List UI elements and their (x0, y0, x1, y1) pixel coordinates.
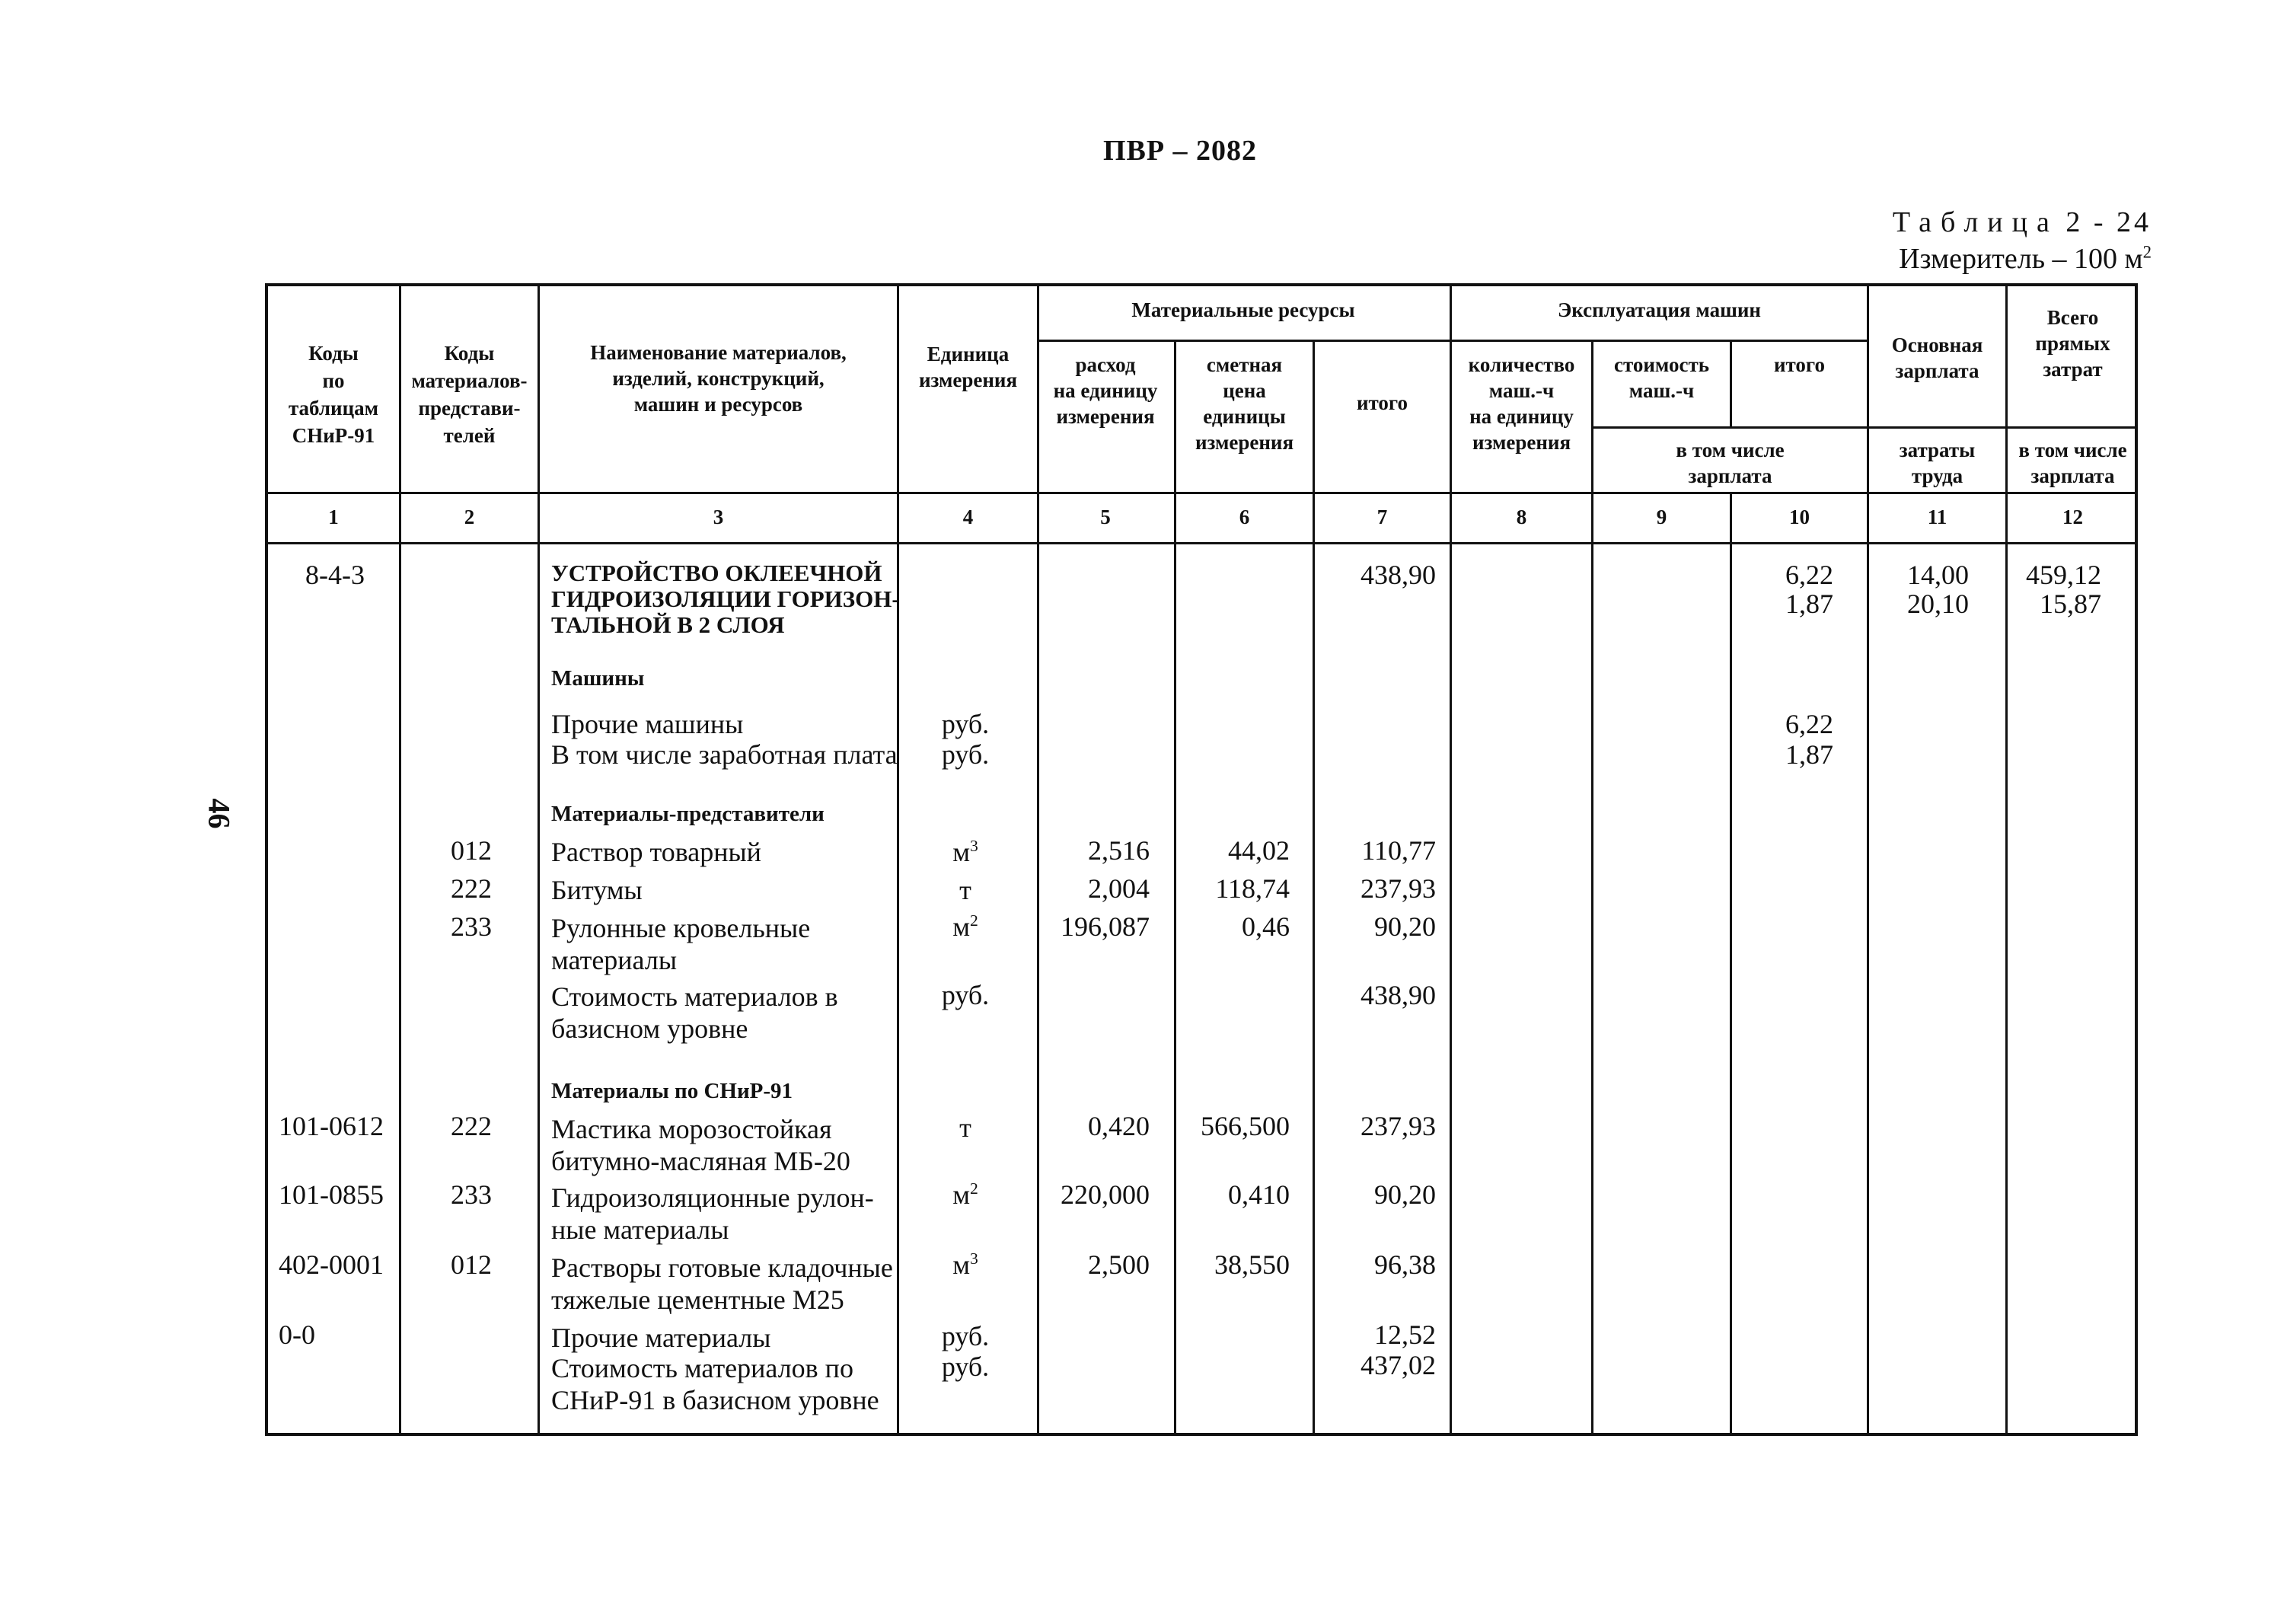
snip-qty: 2,500 (1088, 1249, 1150, 1280)
section-title-machines: Машины (551, 666, 645, 691)
machine-total: 1,87 (1785, 739, 1833, 770)
snip-price: 566,500 (1201, 1111, 1290, 1141)
rep-price: 44,02 (1228, 835, 1290, 866)
snip-unit (894, 1179, 1037, 1211)
measure-line (1893, 241, 2152, 277)
rep-name-line: Рулонные кровельные (551, 913, 811, 943)
snip-rep-code: 233 (451, 1179, 492, 1210)
rep-unit-text: м (952, 837, 970, 867)
snip-rep-code: 222 (451, 1111, 492, 1141)
main-total: 438,90 (1361, 560, 1436, 590)
column-number: 4 (962, 506, 974, 528)
rep-name-line: материалы (551, 945, 678, 975)
header-sub-9-10: в том числе зарплата (1676, 439, 1785, 487)
snip-unit-text: м (952, 1179, 970, 1210)
rep-total: 90,20 (1374, 911, 1436, 942)
machine-name: В том числе заработная плата (551, 739, 898, 770)
snip-name (551, 1113, 914, 1177)
other-total: 12,52 (1374, 1319, 1436, 1350)
header-col4: Единица измерения (918, 343, 1018, 391)
header-col9: стоимость маш.-ч (1613, 353, 1709, 402)
resource-table (265, 283, 2138, 1436)
machine-name: Прочие машины (551, 709, 744, 739)
rep-unit: т (959, 875, 971, 905)
main-labor: 20,10 (1907, 589, 1969, 619)
section-title-representatives: Материалы-представители (551, 802, 825, 826)
snip-code: 101-0855 (279, 1179, 384, 1210)
snip-name-line: Гидроизоляционные рулон- (551, 1182, 874, 1213)
snip-cost-line: Стоимость материалов по (551, 1353, 853, 1383)
header-col11: Основная зарплата (1891, 333, 1983, 382)
table-number: 2 - 24 (2065, 206, 2152, 238)
machine-total: 6,22 (1785, 709, 1833, 739)
column-number: 11 (1927, 506, 1947, 528)
rep-name: Раствор товарный (551, 837, 761, 867)
main-wage: 14,00 (1907, 560, 1969, 590)
main-machines-wage: 1,87 (1785, 589, 1833, 619)
snip-unit: т (959, 1112, 971, 1143)
snip-price: 0,410 (1228, 1179, 1290, 1210)
snip-price: 38,550 (1214, 1249, 1290, 1280)
rep-unit (894, 911, 1037, 943)
table-label: Таблица (1892, 206, 2059, 238)
snip-cost-line: СНиР-91 в базисном уровне (551, 1385, 879, 1415)
snip-name-line: Мастика морозостойкая (551, 1114, 832, 1144)
snip-unit-text: м (952, 1249, 970, 1280)
rep-unit (894, 836, 1037, 868)
rep-total: 110,77 (1361, 835, 1436, 866)
main-name-line: ТАЛЬНОЙ В 2 СЛОЯ (551, 611, 785, 638)
reps-cost-unit: руб. (941, 980, 990, 1010)
section-title-snip: Материалы по СНиР-91 (551, 1079, 793, 1103)
header-col2: Коды материалов- представи- телей (411, 342, 528, 447)
rep-name: Битумы (551, 875, 643, 905)
column-number: 7 (1376, 506, 1388, 528)
column-number: 2 (464, 506, 475, 528)
measure-label: Измеритель – 100 м (1899, 243, 2143, 275)
grid-line (1591, 426, 2135, 429)
main-direct-total: 459,12 (2026, 560, 2101, 590)
main-code: 8-4-3 (305, 560, 365, 590)
header-col1: Коды по таблицам СНиР-91 (288, 342, 379, 447)
snip-qty: 0,420 (1088, 1111, 1150, 1141)
snip-cost-name (551, 1352, 914, 1416)
header-col8: количество маш.-ч на единицу измерения (1468, 353, 1575, 454)
rep-unit-text: м (952, 911, 970, 942)
rep-code: 233 (451, 911, 492, 942)
snip-name-line: тяжелые цементные М25 (551, 1284, 844, 1315)
side-page-number: 46 (202, 798, 237, 829)
grid-line (268, 492, 2135, 494)
snip-code: 101-0612 (279, 1111, 384, 1141)
snip-name (551, 1252, 914, 1316)
grid-line (1037, 340, 1867, 342)
snip-name-line: ные материалы (551, 1214, 729, 1245)
rep-qty: 2,516 (1088, 835, 1150, 866)
rep-price: 118,74 (1215, 873, 1290, 904)
snip-code: 402-0001 (279, 1249, 384, 1280)
snip-unit-sup: 2 (969, 1179, 978, 1198)
column-number: 10 (1789, 506, 1810, 528)
machine-unit: руб. (941, 739, 990, 770)
snip-cost-total: 437,02 (1361, 1350, 1436, 1380)
measure-sup: 2 (2142, 242, 2152, 262)
other-code: 0-0 (279, 1319, 315, 1350)
snip-name (551, 1182, 914, 1246)
header-col7: итого (1356, 391, 1408, 414)
reps-cost-line: Стоимость материалов в (551, 981, 838, 1012)
rep-code: 012 (451, 835, 492, 866)
snip-rep-code: 012 (451, 1249, 492, 1280)
snip-cost-unit: руб. (941, 1351, 990, 1382)
header-col11-sub: затраты труда (1899, 439, 1976, 487)
snip-total: 90,20 (1374, 1179, 1436, 1210)
column-number: 8 (1516, 506, 1527, 528)
snip-total: 96,38 (1374, 1249, 1436, 1280)
header-col3: Наименование материалов, изделий, конструкций, машин и ресурсов (590, 341, 847, 416)
snip-name-line: битумно-масляная МБ-20 (551, 1146, 850, 1176)
column-number: 12 (2062, 506, 2083, 528)
rep-name (551, 912, 914, 976)
reps-cost-line: базисном уровне (551, 1013, 748, 1044)
other-unit: руб. (941, 1321, 990, 1351)
grid-line (1730, 492, 1732, 1433)
rep-code: 222 (451, 873, 492, 904)
main-name-line: ГИДРОИЗОЛЯЦИИ ГОРИЗОН- (551, 585, 900, 612)
rep-total: 237,93 (1361, 873, 1436, 904)
table-caption (1893, 204, 2152, 277)
column-number: 6 (1239, 506, 1250, 528)
reps-cost-total: 438,90 (1361, 980, 1436, 1010)
column-number: 9 (1656, 506, 1667, 528)
snip-total: 237,93 (1361, 1111, 1436, 1141)
header-group-machines: Эксплуатация машин (1557, 298, 1761, 321)
rep-qty: 196,087 (1061, 911, 1150, 942)
grid-line (1450, 286, 1452, 1433)
page-title: ПВР – 2082 (1102, 135, 1258, 167)
grid-line (268, 542, 2135, 544)
rep-price: 0,46 (1242, 911, 1290, 942)
header-col6: сметная цена единицы измерения (1195, 353, 1294, 454)
other-name: Прочие материалы (551, 1322, 771, 1353)
header-col5: расход на единицу измерения (1053, 353, 1158, 428)
main-machines-total: 6,22 (1785, 560, 1833, 590)
snip-unit (894, 1249, 1037, 1281)
snip-qty: 220,000 (1061, 1179, 1150, 1210)
main-name (551, 560, 914, 638)
column-number: 5 (1100, 506, 1111, 528)
rep-unit-sup: 3 (969, 837, 978, 855)
main-name-line: УСТРОЙСТВО ОКЛЕЕЧНОЙ (551, 560, 882, 586)
snip-unit-sup: 3 (969, 1249, 978, 1268)
rep-qty: 2,004 (1088, 873, 1150, 904)
main-direct-wage: 15,87 (2040, 589, 2101, 619)
header-col10: итого (1773, 353, 1826, 376)
machine-unit: руб. (941, 709, 990, 739)
column-number: 1 (328, 506, 339, 528)
header-group-materials: Материальные ресурсы (1131, 298, 1355, 321)
rep-unit-sup: 2 (969, 911, 978, 930)
snip-name-line: Растворы готовые кладочные (551, 1252, 893, 1283)
reps-cost-name (551, 981, 914, 1045)
column-number: 3 (713, 506, 724, 528)
header-col12-sub: в том числе зарплата (2018, 439, 2127, 487)
header-col12: Всего прямых затрат (2035, 306, 2110, 381)
